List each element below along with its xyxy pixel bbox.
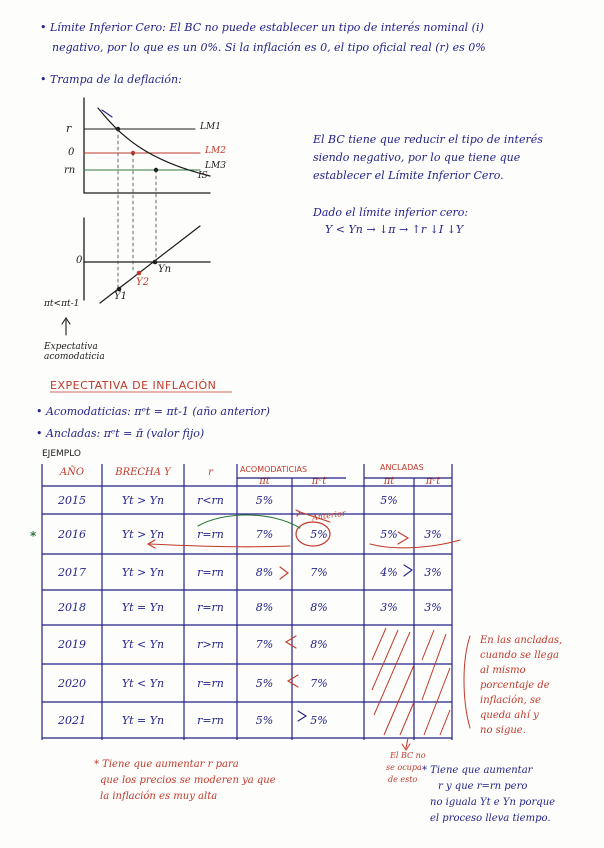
table-cell: 5% <box>310 527 328 541</box>
table-cell: 2015 <box>58 493 86 507</box>
explanation-4: Dado el límite inferior cero: <box>313 206 469 219</box>
is-curve <box>98 108 210 176</box>
label-y1: Y1 <box>114 291 127 302</box>
label-lm3: LM3 <box>205 161 226 171</box>
explanation-2: siendo negativo, por lo que tiene que <box>313 151 521 164</box>
table-cell: 3% <box>380 601 398 614</box>
table-cell: 5% <box>380 527 398 541</box>
table-cell: 3% <box>424 601 442 614</box>
star-marker: * <box>30 529 37 543</box>
bc-note-line: El BC no <box>390 751 426 760</box>
label-is: IS <box>198 171 208 181</box>
table-cell: r=rn <box>197 713 224 727</box>
table-cell <box>292 486 346 514</box>
table-cell: Yt < Yn <box>121 676 165 690</box>
table-cell: 2016 <box>58 527 86 541</box>
table-cell: 2020 <box>58 676 86 690</box>
table-cell: 7% <box>255 527 274 541</box>
table-cell <box>414 486 452 514</box>
label-lm1: LM1 <box>200 122 221 132</box>
side-note-line: queda ahí y <box>480 710 539 721</box>
table-cell: 4% <box>380 565 398 579</box>
group-ancladas: ANCLADAS <box>380 463 424 472</box>
table-cell: 3% <box>424 565 442 579</box>
side-note-line: inflación, se <box>480 695 541 706</box>
table-cell: Yt > Yn <box>121 493 165 507</box>
label-0: 0 <box>68 147 75 158</box>
explanation-3: establecer el Límite Inferior Cero. <box>313 169 504 182</box>
table-cell: 7% <box>310 565 328 579</box>
table-cell: Yt > Yn <box>121 527 165 541</box>
table-cell: 2021 <box>58 713 86 727</box>
table-cell: 2017 <box>58 565 86 579</box>
table-cell: 5% <box>255 493 274 507</box>
top-graph <box>84 98 210 193</box>
bc-note-line: de esto <box>388 775 418 784</box>
trampa-bullet: • Trampa de la deflación: <box>40 73 182 86</box>
table-cell: r<rn <box>197 493 224 507</box>
table-cell: 8% <box>255 601 274 614</box>
hatching <box>372 628 450 735</box>
table-cell: 8% <box>310 638 328 651</box>
table-cell: Yt = Yn <box>121 601 165 614</box>
bc-note-line: se ocupa <box>386 763 422 772</box>
footer-left-line: * Tiene que aumentar r para <box>94 759 239 770</box>
footer-right-line: r y que r=rn pero <box>438 781 528 792</box>
label-lm2: LM2 <box>205 146 226 156</box>
bullet-acomodaticias: • Acomodaticias: πᵉt = πt-1 (año anterior) <box>36 405 270 418</box>
label-pi: πt<πt-1 <box>44 299 80 309</box>
table-cell: 8% <box>310 601 328 614</box>
table-cell: r=rn <box>197 565 224 579</box>
group-acomodaticias: ACOMODATICIAS <box>240 465 308 474</box>
intro-line-1: • Límite Inferior Cero: El BC no puede establecer un tipo de interés nominal (i) <box>40 21 484 34</box>
table-cell: r>rn <box>197 638 224 651</box>
footer-left-line: que los precios se moderen ya que <box>100 775 276 786</box>
side-note-line: al mismo <box>480 665 526 676</box>
table-cell: 5% <box>255 713 274 727</box>
section-title: EXPECTATIVA DE INFLACIÓN <box>50 379 217 392</box>
label-0-bottom: 0 <box>76 255 83 266</box>
table-cell: 5% <box>310 713 328 727</box>
bullet-ancladas: • Ancladas: πᵉt = π̄ (valor fijo) <box>36 427 205 440</box>
table-cell: 5% <box>380 493 398 507</box>
label-r: r <box>66 122 72 135</box>
table-cell: 7% <box>310 676 328 690</box>
table-cell: 2019 <box>58 638 86 651</box>
footer-right-line: * Tiene que aumentar <box>422 765 533 776</box>
table-cell: r=rn <box>197 527 224 541</box>
footer-right-line: no iguala Yt e Yn porque <box>430 797 556 808</box>
table-cell: r=rn <box>197 601 224 614</box>
footer-left-line: la inflación es muy alta <box>100 791 218 802</box>
footer-right-line: el proceso lleva tiempo. <box>430 813 551 824</box>
table-cell: 5% <box>255 676 274 690</box>
table-cell: Yt > Yn <box>121 565 165 579</box>
side-note-line: cuando se llega <box>480 650 559 661</box>
table-cell: 2018 <box>58 601 86 614</box>
ejemplo-label: EJEMPLO <box>42 449 81 459</box>
table-cell: 7% <box>255 638 274 651</box>
explanation-1: El BC tiene que reducir el tipo de interés <box>313 133 543 146</box>
label-yn: Yn <box>158 264 172 275</box>
label-y2: Y2 <box>136 277 149 288</box>
expectativa-label: Expectativa acomodaticia <box>44 342 105 363</box>
anterior-label: Anterior <box>311 508 347 523</box>
table-cell: 3% <box>424 527 442 541</box>
table-cell: Yt = Yn <box>121 713 165 727</box>
explanation-5: Y < Yn → ↓π → ↑r ↓I ↓Y <box>325 223 464 236</box>
table-cell: r=rn <box>197 676 224 690</box>
side-note-line: En las ancladas, <box>480 635 563 646</box>
side-note-line: no sigue. <box>480 725 526 736</box>
label-rn: rn <box>64 165 76 176</box>
table-cell: 8% <box>255 565 274 579</box>
table-cell: Yt < Yn <box>121 638 165 651</box>
side-note-line: porcentaje de <box>480 680 550 691</box>
intro-line-2: negativo, por lo que es un 0%. Si la inflación es 0, el tipo oficial real (r) es 0% <box>52 41 486 54</box>
